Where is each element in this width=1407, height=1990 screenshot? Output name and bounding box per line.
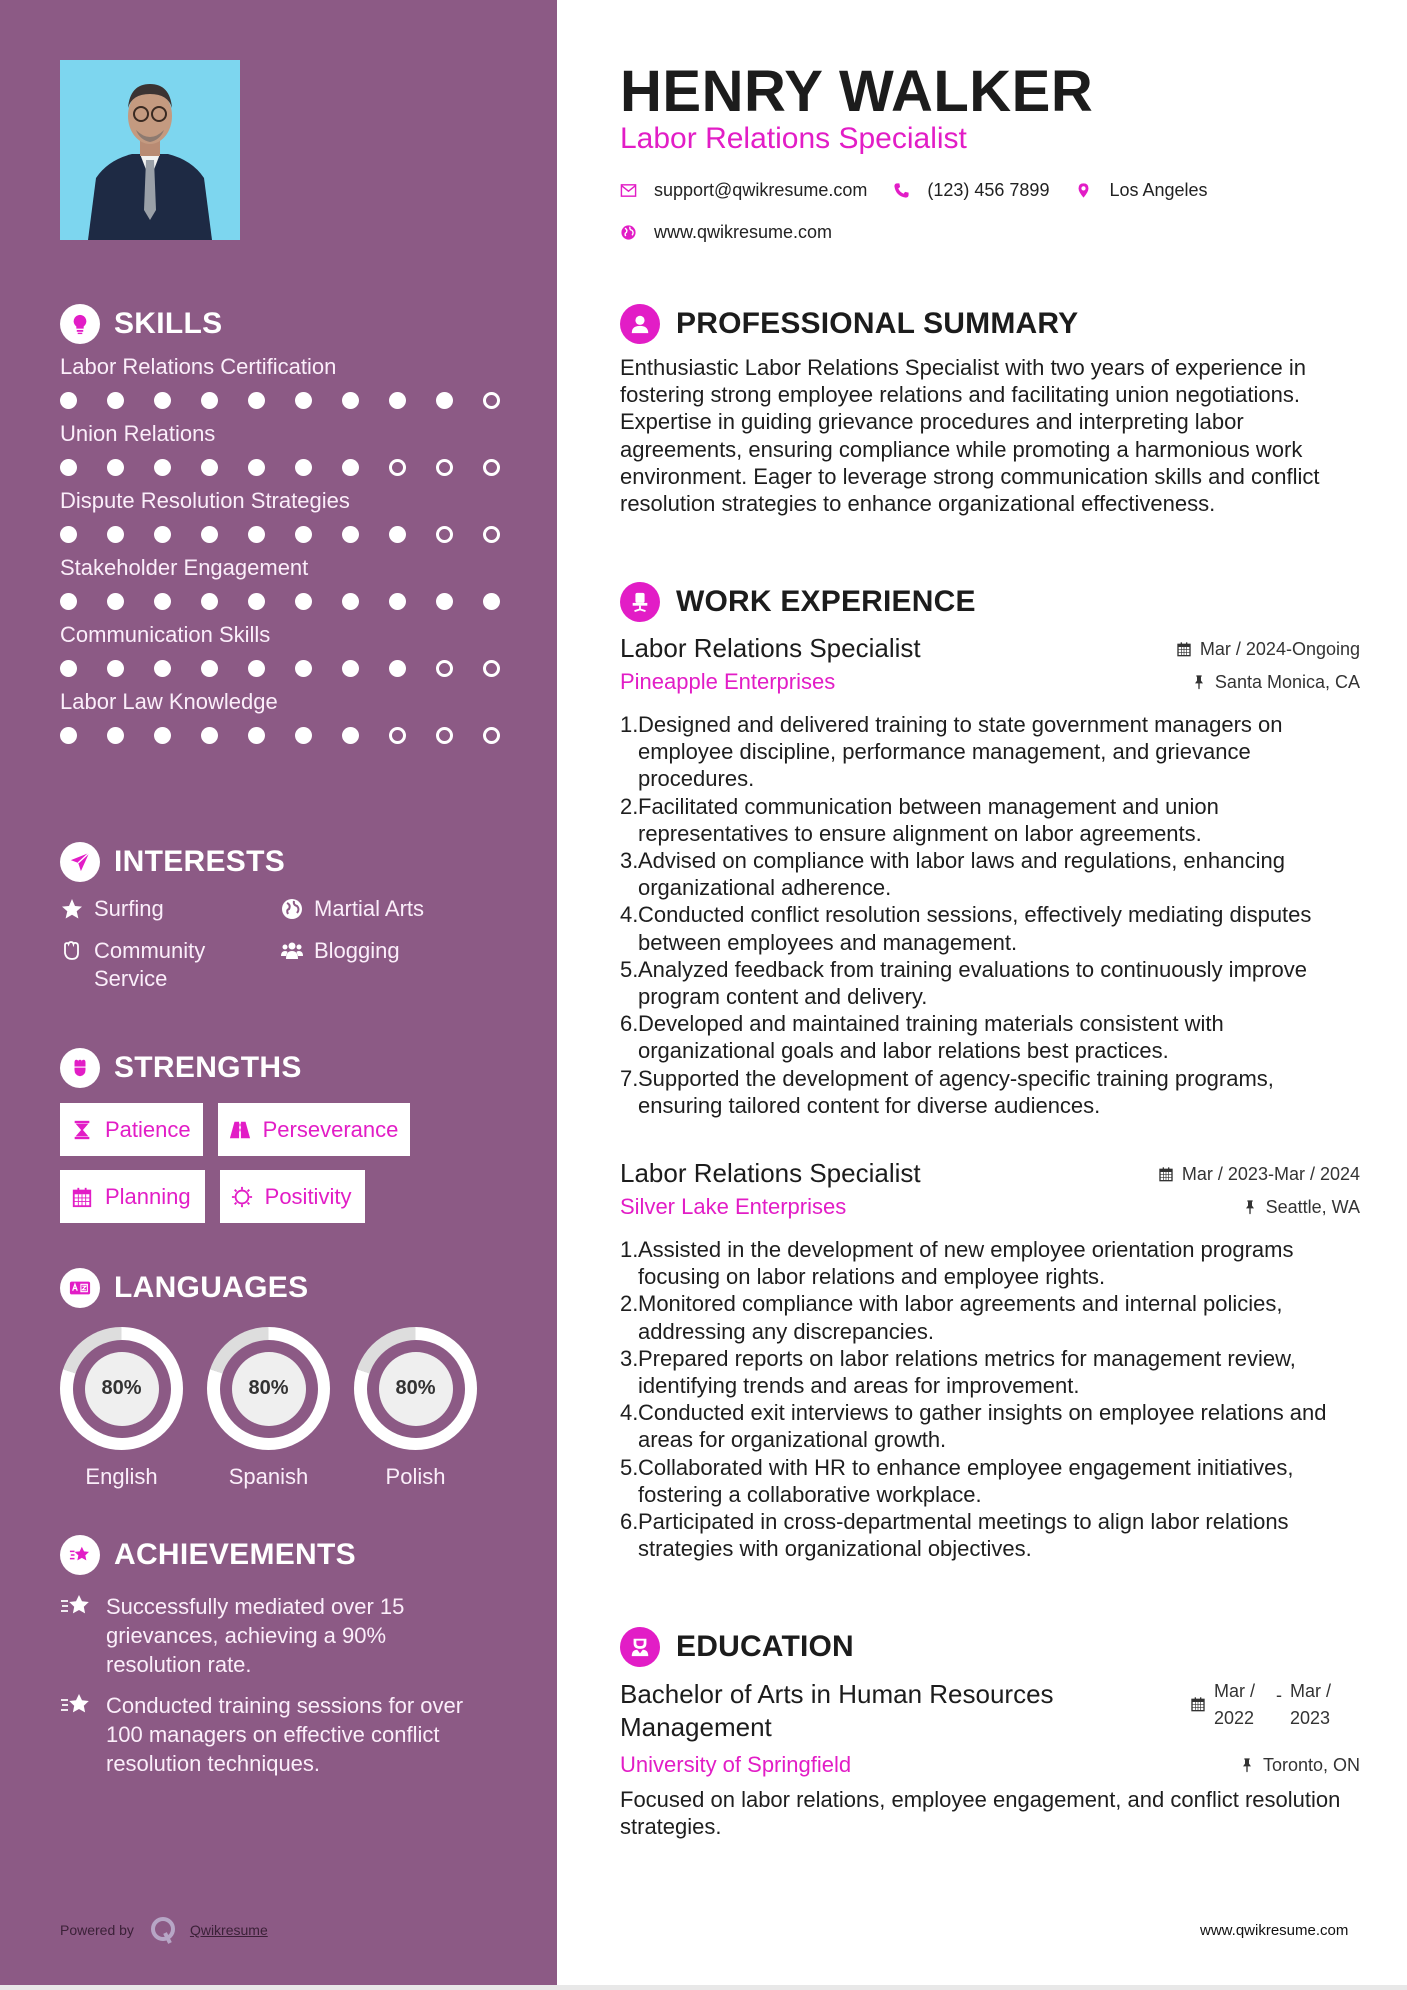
- job-dates: Mar / 2024-Ongoing: [1199, 638, 1360, 659]
- skill-label: Labor Relations Certification: [60, 354, 337, 379]
- language-percent: 80%: [232, 1352, 306, 1426]
- rating-dot-filled: [248, 593, 265, 610]
- language-percent: 80%: [379, 1352, 453, 1426]
- contact-row-2: [620, 222, 858, 243]
- rating-dot-filled: [201, 392, 218, 409]
- interests-header: [60, 841, 520, 883]
- rating-dot-filled: [60, 392, 77, 409]
- rating-dot-filled: [154, 459, 171, 476]
- rating-dot-filled: [154, 660, 171, 677]
- language-progress-ring: [207, 1327, 330, 1450]
- achievements-title: ACHIEVEMENTS: [114, 1538, 356, 1571]
- education-end: Mar / 2023: [1290, 1681, 1332, 1728]
- globe-icon: [280, 897, 304, 921]
- skill-rating: [60, 526, 520, 544]
- star-badge-icon: [60, 1592, 92, 1620]
- skill-label: Communication Skills: [60, 622, 271, 647]
- interests-title: INTERESTS: [114, 845, 286, 878]
- education-start: Mar / 2022: [1214, 1681, 1256, 1728]
- job-bullet: Prepared reports on labor relations metrics for management review, identifying trends and areas for improvement.: [638, 1345, 1296, 1399]
- achievements-section: [60, 1534, 520, 1778]
- language-item: [60, 1327, 183, 1490]
- education-title: EDUCATION: [676, 1630, 854, 1663]
- job-bullet: Conducted conflict resolution sessions, effectively mediating disputes between employees and management.: [638, 902, 1312, 955]
- date-separator: -: [1276, 1685, 1282, 1705]
- languages-header: [60, 1267, 520, 1309]
- rating-dot-filled: [154, 526, 171, 543]
- job-title: Labor Relations Specialist: [620, 633, 921, 663]
- star-badge-icon: [60, 1535, 100, 1575]
- paper-plane-icon: [60, 842, 100, 882]
- rating-dot-empty: [483, 526, 500, 543]
- job-bullets: [620, 1236, 1360, 1562]
- strength-label: Planning: [105, 1183, 191, 1209]
- skills-section: [60, 303, 520, 745]
- map-pin-icon: [1075, 182, 1092, 199]
- rating-dot-empty: [389, 459, 406, 476]
- rating-dot-filled: [107, 660, 124, 677]
- language-progress-ring: [60, 1327, 183, 1450]
- candidate-role: Labor Relations Specialist: [620, 122, 967, 155]
- email-text[interactable]: support@qwikresume.com: [654, 180, 868, 200]
- interests-section: [60, 841, 520, 993]
- contact-email: [620, 180, 867, 201]
- experience-title: WORK EXPERIENCE: [676, 585, 976, 618]
- rating-dot-filled: [295, 392, 312, 409]
- rating-dot-filled: [248, 727, 265, 744]
- skill-label: Dispute Resolution Strategies: [60, 488, 350, 513]
- skill-item: [60, 353, 520, 410]
- rating-dot-filled: [248, 526, 265, 543]
- education-header: [620, 1626, 854, 1668]
- rating-dot-empty: [436, 727, 453, 744]
- rating-dot-filled: [389, 593, 406, 610]
- rating-dot-filled: [389, 526, 406, 543]
- degree-title: Bachelor of Arts in Human Resources Management: [620, 1679, 1054, 1742]
- education-dates: [1190, 1678, 1352, 1732]
- job-location: Seattle, WA: [1265, 1196, 1360, 1217]
- strength-label: Perseverance: [262, 1116, 399, 1142]
- job-bullet: Developed and maintained training materials consistent with organizational goals and labor relations best practices.: [638, 1011, 1224, 1064]
- lightbulb-icon: [60, 304, 100, 344]
- achievement-text: Successfully mediated over 15 grievances, achieving a 90% resolution rate.: [106, 1594, 405, 1677]
- rating-dot-filled: [342, 727, 359, 744]
- strengths-title: STRENGTHS: [114, 1051, 302, 1084]
- education-description: Focused on labor relations, employee engagement, and conflict resolution strategies.: [620, 1787, 1341, 1840]
- rating-dot-filled: [248, 660, 265, 677]
- skill-item: [60, 420, 520, 477]
- location-text: Los Angeles: [1109, 180, 1208, 200]
- rating-dot-empty: [483, 392, 500, 409]
- achievement-item: [60, 1691, 520, 1778]
- strength-chip: [60, 1103, 203, 1156]
- job-company: Pineapple Enterprises: [620, 669, 836, 694]
- rating-dot-filled: [342, 526, 359, 543]
- calendar-icon: [1176, 641, 1192, 657]
- rating-dot-filled: [295, 526, 312, 543]
- language-name: Spanish: [228, 1464, 309, 1489]
- skills-header: [60, 303, 520, 345]
- rating-dot-filled: [295, 727, 312, 744]
- strength-label: Positivity: [264, 1183, 352, 1209]
- qwikresume-link[interactable]: Qwikresume: [189, 1922, 268, 1938]
- job-location: Santa Monica, CA: [1214, 671, 1360, 692]
- rating-dot-filled: [342, 459, 359, 476]
- job-bullet: Monitored compliance with labor agreements and internal policies, addressing any discrepancies.: [638, 1291, 1283, 1344]
- rating-dot-filled: [389, 660, 406, 677]
- calendar-icon: [1158, 1166, 1174, 1182]
- envelope-icon: [620, 182, 637, 199]
- rating-dot-empty: [483, 660, 500, 677]
- rating-dot-empty: [389, 727, 406, 744]
- sidebar: [0, 0, 557, 1985]
- website-text[interactable]: www.qwikresume.com: [654, 222, 833, 242]
- rating-dot-filled: [483, 593, 500, 610]
- rating-dot-filled: [248, 392, 265, 409]
- rating-dot-filled: [342, 660, 359, 677]
- rating-dot-filled: [389, 392, 406, 409]
- rating-dot-filled: [107, 459, 124, 476]
- strength-chip: [218, 1103, 411, 1156]
- rating-dot-filled: [154, 727, 171, 744]
- rating-dot-filled: [201, 660, 218, 677]
- graduate-icon: [620, 1627, 660, 1667]
- strength-chip: [60, 1170, 205, 1223]
- skill-rating: [60, 593, 520, 611]
- summary-title: PROFESSIONAL SUMMARY: [676, 307, 1079, 340]
- person-photo-icon: [60, 60, 240, 240]
- interest-label: Blogging: [314, 938, 400, 963]
- rating-dot-filled: [60, 593, 77, 610]
- job-company: Silver Lake Enterprises: [620, 1194, 847, 1219]
- rating-dot-filled: [295, 459, 312, 476]
- skill-rating: [60, 392, 520, 410]
- hourglass-icon: [71, 1119, 93, 1141]
- rating-dot-filled: [436, 593, 453, 610]
- job-dates: Mar / 2023-Mar / 2024: [1181, 1163, 1360, 1184]
- achievement-item: [60, 1592, 520, 1679]
- job-bullet: Assisted in the development of new employee orientation programs focusing on labor relations and employee rights.: [638, 1237, 1294, 1290]
- skill-item: [60, 554, 520, 611]
- languages-title: LANGUAGES: [114, 1271, 309, 1304]
- language-item: [354, 1327, 477, 1490]
- languages-section: [60, 1267, 520, 1490]
- skill-rating: [60, 459, 520, 477]
- skill-item: [60, 487, 520, 544]
- strengths-list: [60, 1103, 520, 1223]
- rating-dot-filled: [60, 660, 77, 677]
- rating-dot-filled: [248, 459, 265, 476]
- job-entry: [620, 631, 1360, 1119]
- experience-header: [620, 581, 976, 623]
- job-entry: [620, 1156, 1360, 1562]
- rating-dot-empty: [436, 526, 453, 543]
- job-title: Labor Relations Specialist: [620, 1158, 921, 1188]
- language-name: Polish: [385, 1464, 446, 1489]
- job-bullet: Analyzed feedback from training evaluations to continuously improve program content and delivery.: [638, 956, 1307, 1010]
- strength-chip: [220, 1170, 366, 1223]
- powered-by-label: Powered by: [60, 1922, 134, 1938]
- job-bullet: Supported the development of agency-specific training programs, ensuring tailored content for diverse audiences.: [638, 1065, 1274, 1118]
- candidate-name: HENRY WALKER: [620, 59, 1094, 124]
- job-bullet: Collaborated with HR to enhance employee engagement initiatives, fostering a collaborative workplace.: [638, 1454, 1294, 1507]
- job-bullet: Facilitated communication between management and union representatives to ensure alignment on labor agreements.: [638, 793, 1219, 846]
- summary-text: Enthusiastic Labor Relations Specialist with two years of experience in fostering strong employee relations and facilitating union negotiations. Expertise in guiding grievance procedures and interpreting labor agreements, ensuring compliance while promoting a harmonious work environment. Eager to leverage strong communication skills and conflict resolution strategies to enhance organizational effectiveness.: [620, 355, 1320, 517]
- fist-icon: [60, 1048, 100, 1088]
- achievement-text: Conducted training sessions for over 100 managers on effective conflict resolution techniques.: [106, 1693, 464, 1776]
- interests-list: [60, 895, 520, 993]
- rating-dot-empty: [436, 459, 453, 476]
- contact-location: [1075, 180, 1207, 201]
- rating-dot-empty: [483, 459, 500, 476]
- rating-dot-filled: [201, 459, 218, 476]
- summary-header: [620, 303, 1078, 345]
- job-bullet: Advised on compliance with labor laws and regulations, enhancing organizational adherence.: [638, 848, 1285, 901]
- rating-dot-filled: [60, 727, 77, 744]
- rating-dot-filled: [60, 459, 77, 476]
- interest-item: [60, 937, 280, 993]
- rating-dot-filled: [342, 593, 359, 610]
- skill-label: Stakeholder Engagement: [60, 555, 309, 580]
- skills-title: SKILLS: [114, 307, 223, 340]
- skill-rating: [60, 727, 520, 745]
- rating-dot-filled: [107, 526, 124, 543]
- achievements-header: [60, 1534, 520, 1576]
- calendar-icon: [71, 1186, 93, 1208]
- rating-dot-filled: [201, 593, 218, 610]
- pushpin-icon: [1191, 674, 1207, 690]
- office-chair-icon: [620, 582, 660, 622]
- skill-label: Union Relations: [60, 421, 216, 446]
- users-icon: [280, 939, 304, 963]
- user-icon: [620, 304, 660, 344]
- skill-item: [60, 688, 520, 745]
- footer-url[interactable]: www.qwikresume.com: [1200, 1922, 1349, 1939]
- interest-item: [280, 895, 500, 923]
- skill-label: Labor Law Knowledge: [60, 689, 278, 714]
- rating-dot-empty: [483, 727, 500, 744]
- language-item: [207, 1327, 330, 1490]
- contact-row: [620, 180, 1234, 201]
- rating-dot-filled: [154, 593, 171, 610]
- rating-dot-filled: [107, 727, 124, 744]
- rating-dot-filled: [201, 526, 218, 543]
- road-icon: [229, 1119, 251, 1141]
- strength-label: Patience: [105, 1116, 191, 1142]
- rating-dot-filled: [295, 660, 312, 677]
- rating-dot-filled: [342, 392, 359, 409]
- globe-icon: [620, 224, 637, 241]
- language-icon: [60, 1268, 100, 1308]
- rating-dot-filled: [107, 392, 124, 409]
- interest-label: Martial Arts: [314, 896, 425, 921]
- language-percent: 80%: [85, 1352, 159, 1426]
- languages-list: [60, 1327, 520, 1490]
- rating-dot-filled: [107, 593, 124, 610]
- education-entry: [620, 1678, 1360, 1840]
- skill-item: [60, 621, 520, 678]
- pushpin-icon: [1239, 1757, 1255, 1773]
- pushpin-icon: [1242, 1199, 1258, 1215]
- interest-label: Surfing: [94, 896, 164, 921]
- strengths-section: [60, 1047, 520, 1237]
- rating-dot-filled: [201, 727, 218, 744]
- job-bullets: [620, 711, 1360, 1119]
- rating-dot-filled: [436, 392, 453, 409]
- star-icon: [60, 897, 84, 921]
- page-edge: [0, 1985, 1407, 1990]
- hand-icon: [60, 939, 84, 963]
- job-bullet: Participated in cross-departmental meetings to align labor relations strategies with organizational objectives.: [638, 1509, 1289, 1562]
- phone-text[interactable]: (123) 456 7899: [927, 180, 1050, 200]
- sun-icon: [231, 1186, 253, 1208]
- rating-dot-filled: [295, 593, 312, 610]
- job-bullet: Conducted exit interviews to gather insights on employee relations and areas for organizational growth.: [638, 1400, 1327, 1453]
- star-badge-icon: [60, 1691, 92, 1719]
- rating-dot-filled: [154, 392, 171, 409]
- powered-by: [60, 1915, 268, 1945]
- phone-icon: [893, 182, 910, 199]
- language-name: English: [85, 1464, 158, 1489]
- interest-item: [280, 937, 500, 993]
- interest-label: Community Service: [94, 938, 206, 991]
- qwikresume-logo-icon: [148, 1915, 178, 1945]
- strengths-header: [60, 1047, 520, 1089]
- rating-dot-filled: [60, 526, 77, 543]
- rating-dot-empty: [436, 660, 453, 677]
- job-bullet: Designed and delivered training to state government managers on employee discipline, performance management, and grievance procedures.: [638, 712, 1283, 792]
- skill-rating: [60, 660, 520, 678]
- interest-item: [60, 895, 280, 923]
- school-name: University of Springfield: [620, 1752, 852, 1777]
- language-progress-ring: [354, 1327, 477, 1450]
- contact-website: [620, 222, 832, 243]
- profile-photo: [60, 60, 240, 240]
- calendar-icon: [1190, 1696, 1206, 1712]
- contact-phone: [893, 180, 1049, 201]
- school-location: Toronto, ON: [1262, 1754, 1360, 1775]
